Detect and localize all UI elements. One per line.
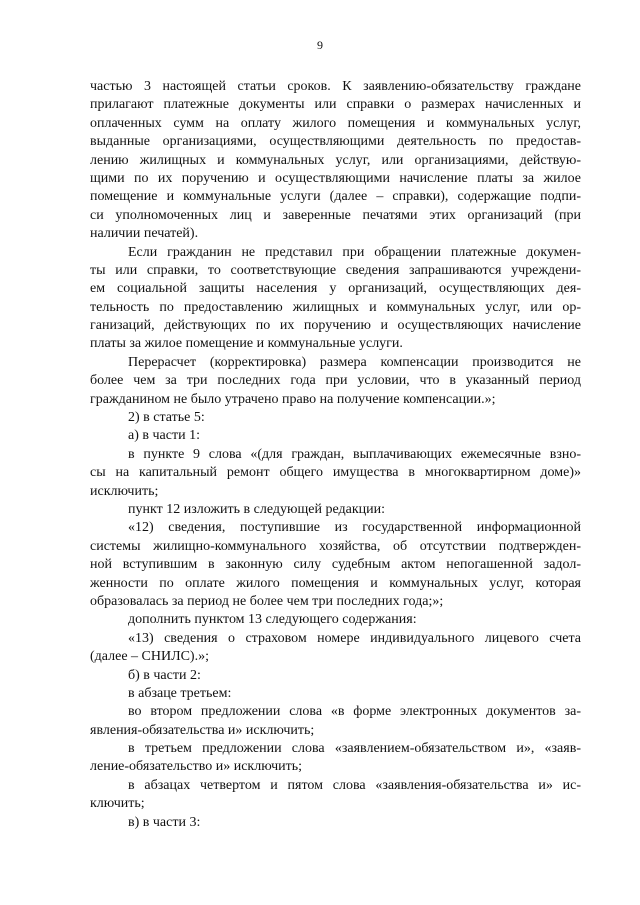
text-line: гражданином не было утрачено право на получение компенсации.»; [90,391,496,407]
text-line: оплаченных сумм на оплату жилого помещения и коммунальных услуг, [90,115,581,131]
text-line: Перерасчет (корректировка) размера компенсации производится не [128,354,581,370]
text-line: сы на капитальный ремонт общего имущества в многоквартирном доме)» [90,465,581,481]
text-line: дополнить пунктом 13 следующего содержания: [128,612,417,628]
text-line: «12) сведения, поступившие из государственной информационной [128,520,581,536]
text-line: в абзацах четвертом и пятом слова «заявления-обязательства и» ис- [128,777,581,793]
text-line: ем социальной защиты населения у организаций, осуществляющих дея- [90,281,581,297]
text-line: тельность по предоставлению жилищных и коммунальных услуг, или ор- [90,299,581,315]
text-line: во втором предложении слова «в форме электронных документов за- [128,704,581,720]
text-line: в абзаце третьем: [128,685,232,701]
text-line: а) в части 1: [128,428,200,444]
text-line: (далее – СНИЛС).»; [90,649,209,665]
text-line: си уполномоченных лиц и заверенные печатями этих организаций (при [90,207,581,223]
document-body [90,78,581,832]
text-line: женности по оплате жилого помещения и коммунальных услуг, которая [90,575,581,591]
text-line: образовалась за период не более чем три последних года;»; [90,593,444,609]
text-line: явления-обязательства и» исключить; [90,722,315,738]
text-line: системы жилищно-коммунального хозяйства, об отсутствии подтвержден- [90,538,581,554]
text-line: пункт 12 изложить в следующей редакции: [128,501,385,517]
text-line: «13) сведения о страховом номере индивидуального лицевого счета [128,630,581,646]
text-line: ной вступившим в законную силу судебным актом непогашенной задол- [90,557,581,573]
text-line: помещение и коммунальные услуги (далее – справки), содержащие подпи- [90,189,581,205]
text-line: исключить; [90,483,159,499]
text-line: ление-обязательство и» исключить; [90,759,303,775]
text-line: б) в части 2: [128,667,201,683]
text-line: лению жилищных и коммунальных услуг, или организациями, действую- [90,152,581,168]
text-line: 2) в статье 5: [128,410,205,426]
text-line: выданные организациями, осуществляющими деятельность по предостав- [90,134,581,150]
text-line: ганизаций, действующих по их поручению и осуществляющих начисление [90,318,581,334]
text-line: в третьем предложении слова «заявлением-обязательством и», «заяв- [128,741,581,757]
text-line: платы за жилое помещение и коммунальные услуги. [90,336,403,352]
text-line: ты или справки, то соответствующие сведения запрашиваются учреждени- [90,262,581,278]
text-line: ключить; [90,796,145,812]
text-line: более чем за три последних года при условии, что в указанный период [90,373,581,389]
text-line: частью 3 настоящей статьи сроков. К заявлению-обязательству граждане [90,79,581,94]
text-line: наличии печатей). [90,226,199,242]
text-line: Если гражданин не представил при обращении платежные докумен- [128,244,581,260]
text-line: прилагают платежные документы или справки о размерах начисленных и [90,97,581,113]
text-line: в) в части 3: [128,814,201,830]
text-line: щими по их поручению и осуществляющими начисление платы за жилое [90,170,581,186]
page-number: 9 [317,38,323,52]
text-line: в пункте 9 слова «(для граждан, выплачивающих ежемесячные взно- [128,446,581,462]
